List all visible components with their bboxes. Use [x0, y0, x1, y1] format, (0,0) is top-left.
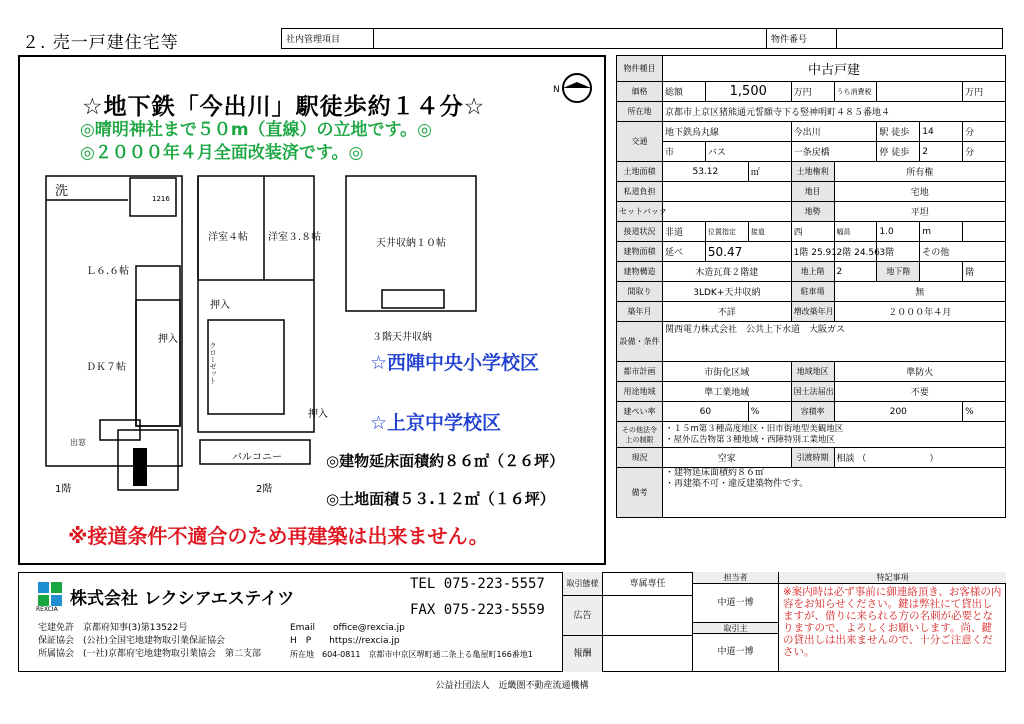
road-fuku: 幅員: [834, 222, 877, 242]
label-address: 所在地: [617, 102, 663, 122]
value-structure: 木造瓦葺２階建: [663, 262, 792, 282]
value-above: 2: [834, 262, 877, 282]
room-balcony: バルコニー: [232, 452, 282, 463]
value-age: 不詳: [663, 302, 792, 322]
label-total: 総額: [663, 82, 706, 102]
room-wash: 洗: [55, 184, 69, 199]
headline: ☆地下鉄「今出川」駅徒歩約１４分☆: [82, 94, 486, 120]
label-other-law: その他法令上の制限: [617, 422, 663, 448]
label-chimoku: 地目: [791, 182, 834, 202]
value-bcr: 60: [663, 402, 749, 422]
value-layout: 3LDK+天井収納: [663, 282, 792, 302]
company-logo-icon: [38, 582, 64, 606]
value-city-plan: 市街化区域: [663, 362, 792, 382]
value-equip: 関西電力株式会社 公共上下水道 大阪ガス: [663, 322, 1006, 362]
label-ext: 増改築年月: [791, 302, 834, 322]
value-chimoku: 宅地: [834, 182, 1006, 202]
value-road-dir: 西: [791, 222, 834, 242]
value-walk: 14: [920, 122, 963, 142]
label-kai: 階: [963, 262, 1006, 282]
road-m: m: [920, 222, 963, 242]
floor-2-label: 2階: [256, 484, 273, 495]
label-city-plan: 都市計画: [617, 362, 663, 382]
room-yo-38: 洋室３.８帖: [268, 232, 322, 243]
mgmt-label: 社内管理項目: [282, 29, 374, 48]
value-handover: 相談 （ ）: [834, 448, 1006, 468]
logo-sub: REXCIA: [36, 606, 58, 613]
bottom-org: 公益社団法人 近畿圏不動産流通機構: [435, 681, 589, 691]
value-other-law: ・１５m第３種高度地区・旧市街地型美観地区 ・屋外広告物第３種地域・西陣特別工業地区: [663, 422, 1006, 448]
value-road-a: 非道: [663, 222, 706, 242]
value-land-right: 所有権: [834, 162, 1006, 182]
label-private-road: 私道負担: [617, 182, 663, 202]
school-junior-high: ☆上京中学校区: [370, 412, 502, 434]
label-eki: 駅 徒歩: [877, 122, 920, 142]
room-dk: ＤＫ７帖: [86, 362, 126, 373]
label-zoning: 用途地域: [617, 382, 663, 402]
value-land-area: 53.12: [663, 162, 749, 182]
road-sezu: 接道: [748, 222, 791, 242]
notes-column: 特記事項 ※案内時は必ず事前に御連絡頂き、お客様の内容をお知らせください。鍵は弊社にて貸出しますが、借りに来られる方の名刺が必要となりますので、よろしくお願いします。尚、鍵の貸出しは出来ませんので、十分ご注意ください。: [778, 572, 1006, 672]
staff-column: 担当者 中道一博 取引主 中道一博: [692, 572, 778, 672]
document-title: ２. 売一戸建住宅等: [22, 33, 179, 53]
value-district: 準防火: [834, 362, 1006, 382]
label-price: 価格: [617, 82, 663, 102]
label-above: 地上階: [791, 262, 834, 282]
deal-column: 取引態様 専属専任 広告 報酬: [562, 572, 692, 672]
road-icchi: 位置指定: [705, 222, 748, 242]
mgmt-value: [374, 29, 767, 48]
company-tel: TEL 075-223-5557: [410, 576, 545, 592]
value-far: 200: [834, 402, 963, 422]
bcr-pct: %: [748, 402, 791, 422]
label-f1: 1階 25.91: [791, 242, 834, 262]
rebuild-warning: ※接道条件不適合のため再建築は出来ません。: [68, 524, 489, 548]
north-arrow-icon: [553, 68, 599, 108]
label-type: 物件種目: [617, 56, 663, 82]
value-price: 1,500: [705, 82, 791, 102]
company-contact-block: Email office@rexcia.jp H P https://rexcia.jp 所在地 604-0811 京都市中京区堺町通二条上る亀屋町166番地1: [290, 623, 533, 659]
school-elementary: ☆西陣中央小学校区: [370, 352, 540, 374]
label-below: 地下階: [877, 262, 920, 282]
land-area-note: ◎土地面積５３.１２㎡（１６坪）: [326, 490, 555, 508]
value-road-width: 1.0: [877, 222, 920, 242]
value-remarks: ・建物延床面積約８６㎡ ・再建築不可・違反建築物件です。: [663, 468, 1006, 518]
label-nobe: 延べ: [663, 242, 706, 262]
company-name: 株式会社 レクシアエステイツ: [70, 589, 295, 609]
label-land-right: 土地権利: [791, 162, 834, 182]
label-f2: 2階 24.56: [834, 242, 877, 262]
value-stop: 一条戻橋: [791, 142, 877, 162]
room-deguchi: 出窓: [70, 438, 86, 447]
management-bar: [281, 28, 1003, 49]
promo-line-2: ◎２０００年４月全面改装済です。◎: [80, 143, 364, 163]
room-oshi-3: 押入: [308, 409, 328, 420]
label-other: その他: [920, 242, 1006, 262]
spec-table: [616, 55, 1006, 518]
property-no-value: [837, 29, 1002, 48]
label-tax: うち消費税: [834, 82, 877, 102]
floor-1-label: 1階: [55, 484, 72, 495]
floor-area-note: ◎建物延床面積約８６㎡（２６坪）: [326, 452, 565, 470]
room-attic: 天井収納１０帖: [376, 238, 446, 249]
value-notify: 不要: [834, 382, 1006, 402]
value-bldg-total: 50.47: [705, 242, 791, 262]
label-remarks: 備考: [617, 468, 663, 518]
value-zoning: 準工業地域: [663, 382, 792, 402]
value-station: 今出川: [791, 122, 877, 142]
room-yo-4: 洋室４帖: [208, 232, 248, 243]
value-ext: ２０００年４月: [834, 302, 1006, 322]
value-walk2: 2: [920, 142, 963, 162]
far-pct: %: [963, 402, 1006, 422]
label-layout: 間取り: [617, 282, 663, 302]
label-chisei: 地勢: [791, 202, 834, 222]
room-ldk: Ｌ６.６帖: [86, 266, 130, 277]
value-parking: 無: [834, 282, 1006, 302]
promo-line-1: ◎晴明神社まで５０m（直線）の立地です。◎: [80, 120, 433, 140]
room-oshi-2: 押入: [210, 300, 230, 311]
label-parking: 駐車場: [791, 282, 834, 302]
label-age: 築年月: [617, 302, 663, 322]
label-fun2: 分: [963, 142, 1006, 162]
label-notify: 国土法届出: [791, 382, 834, 402]
label-bcr: 建ぺい率: [617, 402, 663, 422]
price-unit: 万円: [791, 82, 834, 102]
label-bldg-area: 建物面積: [617, 242, 663, 262]
label-setback: セットバック: [617, 202, 663, 222]
company-fax: FAX 075-223-5559: [410, 602, 545, 618]
value-chisei: 平坦: [834, 202, 1006, 222]
room-bath: 1216: [152, 195, 170, 203]
room-oshi-1: 押入: [158, 334, 178, 345]
value-status: 空家: [663, 448, 792, 468]
value-bus-city: 市: [663, 142, 706, 162]
label-handover: 引渡時期: [791, 448, 834, 468]
attic-note: ３階天井収納: [372, 332, 432, 343]
label-teiryu: 停 徒歩: [877, 142, 920, 162]
value-line: 地下鉄烏丸線: [663, 122, 792, 142]
company-license-block: 宅建免許 京都府知事(3)第13522号 保証協会 (公社)全国宅地建物取引業保証協会 所属協会 (一社)京都府宅地建物取引業協会 第二支部: [38, 623, 262, 659]
label-f3: 3階: [877, 242, 920, 262]
label-land-area: 土地面積: [617, 162, 663, 182]
land-m2: ㎡: [748, 162, 791, 182]
value-type: 中古戸建: [663, 56, 1006, 82]
tax-unit: 万円: [963, 82, 1006, 102]
property-no-label: 物件番号: [767, 29, 837, 48]
svg-text:N: N: [553, 85, 560, 95]
label-fun: 分: [963, 122, 1006, 142]
value-address: 京都市上京区猪熊通元誓願寺下る竪神明町４８５番地４: [663, 102, 1006, 122]
label-transport: 交通: [617, 122, 663, 162]
room-closet: クローゼット: [209, 342, 217, 384]
label-road: 接道状況: [617, 222, 663, 242]
label-far: 容積率: [791, 402, 834, 422]
value-bus: バス: [705, 142, 791, 162]
label-structure: 建物構造: [617, 262, 663, 282]
label-equip: 設備・条件: [617, 322, 663, 362]
label-status: 現況: [617, 448, 663, 468]
label-district: 地域地区: [791, 362, 834, 382]
